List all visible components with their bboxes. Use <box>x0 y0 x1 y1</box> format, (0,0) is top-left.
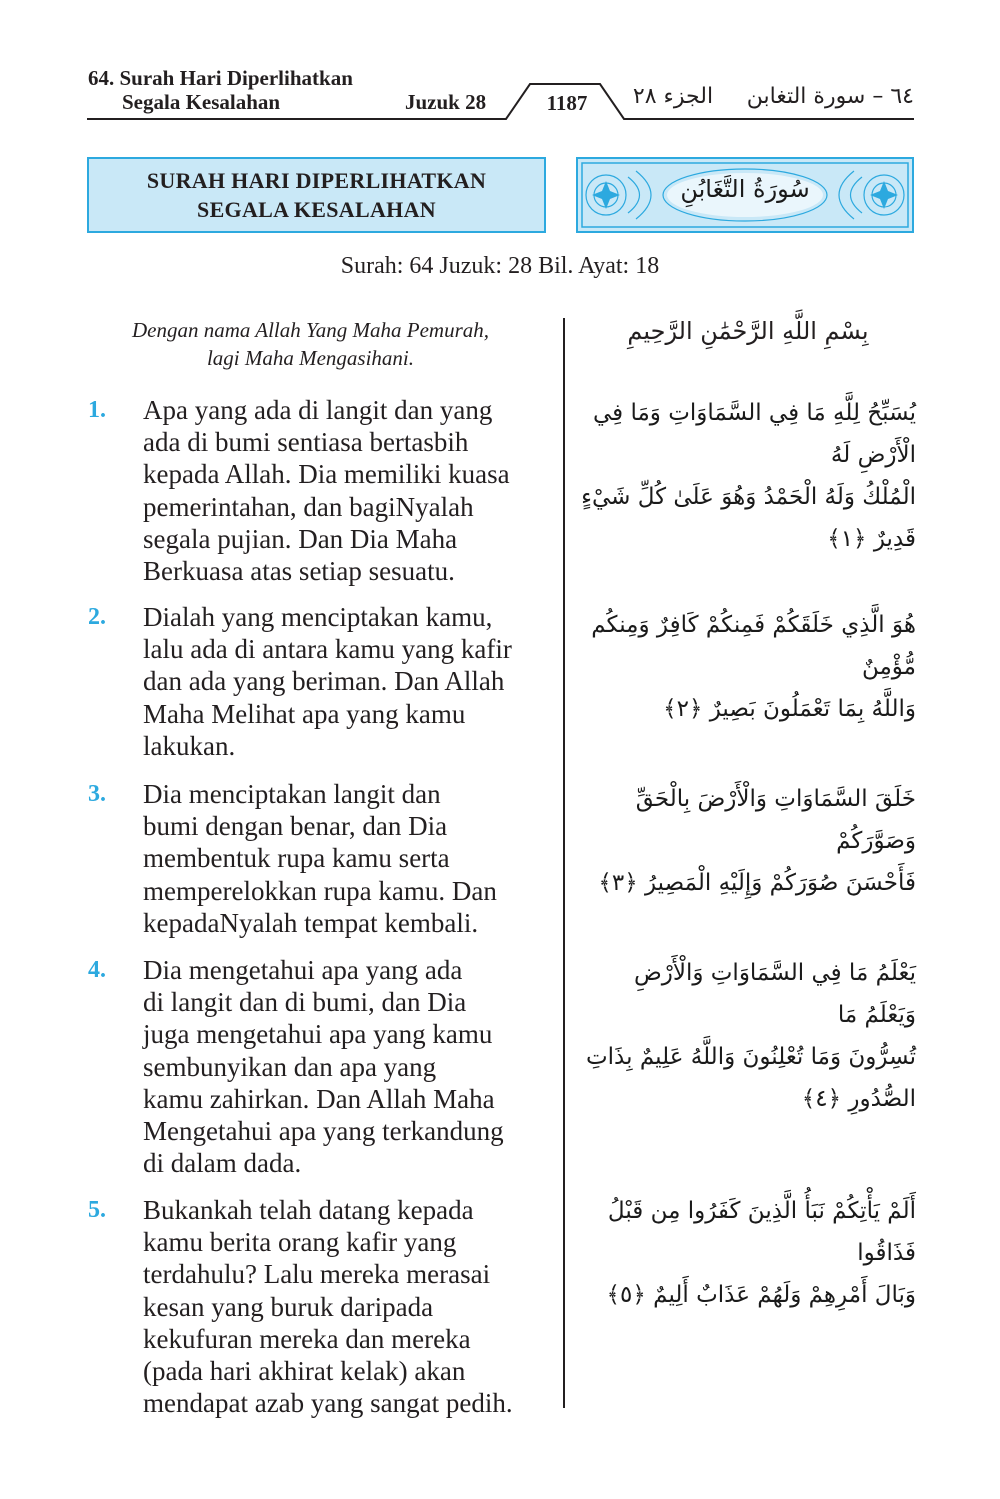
header-arabic-surah: ٦٤ – سورة التغابن <box>746 84 914 109</box>
arabic-surah-title: سُورَةُ التَّغَابُنِ <box>680 175 810 203</box>
page-number: 1187 <box>546 91 588 115</box>
basmalah-arabic: بِسْمِ اللَّهِ الرَّحْمَٰنِ الرَّحِيمِ <box>627 317 869 345</box>
verse-arabic-4: يَعْلَمُ مَا فِي السَّمَاوَاتِ وَالْأَرْضِ وَيَعْلَمُ مَا تُسِرُّونَ وَمَا تُعْلِنُونَ وَاللَّهُ عَلِيمٌ بِذَاتِ الصُّدُورِ ﴿٤﴾ <box>586 960 916 1112</box>
surah-title-line1: SURAH HARI DIPERLIHATKAN <box>146 168 487 193</box>
basmalah-translation <box>88 316 533 372</box>
header-surah-line2: Segala Kesalahan <box>122 90 281 114</box>
verse-arabic-1: يُسَبِّحُ لِلَّهِ مَا فِي السَّمَاوَاتِ وَمَا فِي الْأَرْضِ لَهُ الْمُلْكُ وَلَهُ الْحَمْدُ وَهُوَ عَلَىٰ كُلِّ شَيْءٍ قَدِيرٌ ﴿١﴾ <box>581 400 916 552</box>
verse-arabic-3: خَلَقَ السَّمَاوَاتِ وَالْأَرْضَ بِالْحَقِّ وَصَوَّرَكُمْ فَأَحْسَنَ صُوَرَكُمْ وَإِلَيْهِ الْمَصِيرُ ﴿٣﴾ <box>598 786 916 896</box>
basmalah-translation-line2: lagi Maha Mengasihani. <box>206 346 415 370</box>
verse-text: Dia menciptakan langit dan bumi dengan benar, dan Dia membentuk rupa kamu serta memperelokkan rupa kamu. Dan kepadaNyalah tempat kembali. <box>143 779 497 938</box>
verse-number: 4. <box>88 957 106 983</box>
basmalah-translation-line1: Dengan nama Allah Yang Maha Pemurah, <box>132 318 489 342</box>
verse-number: 3. <box>88 781 106 807</box>
verse-text: Dialah yang menciptakan kamu, lalu ada di antara kamu yang kafir dan ada yang beriman. Dan Allah Maha Melihat apa yang kamu lakukan. <box>143 602 512 761</box>
verse-arabic-2: هُوَ الَّذِي خَلَقَكُمْ فَمِنكُمْ كَافِرٌ وَمِنكُم مُّؤْمِنٌ وَاللَّهُ بِمَا تَعْمَلُونَ بَصِيرٌ ﴿٢﴾ <box>591 612 916 722</box>
verse-arabic-5: أَلَمْ يَأْتِكُمْ نَبَأُ الَّذِينَ كَفَرُوا مِن قَبْلُ فَذَاقُوا وَبَالَ أَمْرِهِمْ وَلَهُمْ عَذَابٌ أَلِيمٌ ﴿٥﴾ <box>606 1198 916 1308</box>
header-arabic-juz: الجزء ٢٨ <box>632 84 714 109</box>
verse-number: 1. <box>88 397 106 423</box>
verse-text: Bukankah telah datang kepada kamu berita orang kafir yang terdahulu? Lalu mereka merasai kesan yang buruk daripada kekufuran mereka dan mereka (pada hari akhirat kelak) akan mendapat azab yang sangat pedih. <box>143 1195 513 1419</box>
header-surah-line1: 64. Surah Hari Diperlihatkan <box>88 66 353 90</box>
surah-info: Surah: 64 Juzuk: 28 Bil. Ayat: 18 <box>340 253 660 279</box>
surah-title-box <box>87 157 546 233</box>
verse-number: 5. <box>88 1197 106 1223</box>
header-juzuk: Juzuk 28 <box>405 90 487 114</box>
verse-text: Apa yang ada di langit dan yang ada di bumi sentiasa bertasbih kepada Allah. Dia memiliki kuasa pemerintahan, dan bagiNyalah segala pujian. Dan Dia Maha Berkuasa atas setiap sesuatu. <box>143 395 510 587</box>
verse-text: Dia mengetahui apa yang ada di langit dan di bumi, dan Dia juga mengetahui apa yang kamu sembunyikan dan apa yang kamu zahirkan. Dan Allah Maha Mengetahui apa yang terkandung di dalam dada. <box>143 955 504 1179</box>
verse-number: 2. <box>88 604 106 630</box>
column-divider <box>563 318 565 1408</box>
running-header-surah <box>88 66 353 114</box>
surah-title-line2: SEGALA KESALAHAN <box>197 197 436 222</box>
